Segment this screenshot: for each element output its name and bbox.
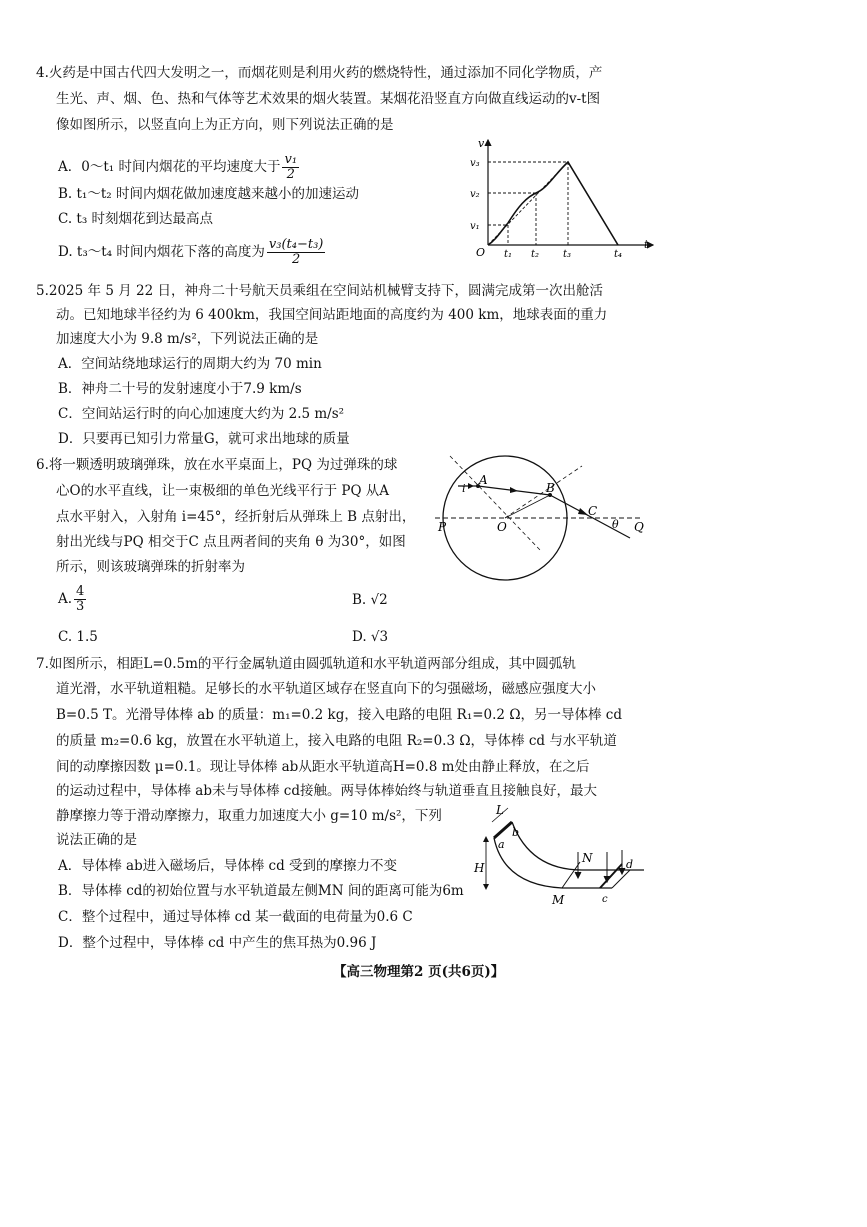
q4-option-d — [58, 238, 325, 267]
label-d: d — [626, 858, 634, 871]
fraction-denominator: 2 — [286, 167, 295, 182]
q6-option-c: C. 1.5 — [58, 629, 98, 645]
fraction-denominator: 3 — [76, 599, 85, 614]
q4-stem-line2: 生光、声、烟、色、热和气体等艺术效果的烟火装置。某烟花沿竖直方向做直线运动的v-t图 — [56, 91, 601, 107]
fraction-numerator: v₃(t₄−t₃) — [268, 237, 324, 252]
q5-option-a: A．空间站绕地球运行的周期大约为 70 min — [58, 356, 322, 372]
label-t2: t₂ — [531, 249, 540, 260]
q7-rail-diagram — [472, 800, 652, 912]
q5-stem-line2: 动。已知地球半径约为 6 400km，我国空间站距地面的高度约为 400 km，地球表面的重力 — [56, 307, 608, 323]
label-i: i — [462, 482, 466, 495]
q7-stem-line4: 的质量 m₂=0.6 kg，放置在水平轨道上，接入电路的电阻 R₂=0.3 Ω，导体棒 cd 与水平轨道 — [56, 733, 617, 749]
q6-option-a-fraction — [74, 585, 86, 614]
q4-stem-line3: 像如图所示，以竖直向上为正方向，则下列说法正确的是 — [56, 117, 394, 133]
fraction-numerator: v₁ — [284, 152, 298, 167]
label-l: L — [496, 803, 504, 817]
q4-option-a-fraction — [282, 153, 299, 182]
q7-stem-line5: 间的动摩擦因数 μ=0.1。现让导体棒 ab从距水平轨道高H=0.8 m处由静止释放，在之后 — [56, 759, 590, 775]
label-theta: θ — [612, 518, 619, 531]
q6-stem-line1: 6.将一颗透明玻璃弹珠，放在水平桌面上，PQ 为过弹珠的球 — [36, 457, 398, 473]
label-o: O — [497, 520, 507, 534]
fraction-numerator: 4 — [76, 584, 85, 599]
q6-option-b: B. √2 — [352, 592, 388, 608]
normal-b — [505, 466, 582, 518]
q7-option-a: A．导体棒 ab进入磁场后，导体棒 cd 受到的摩擦力不变 — [58, 858, 398, 874]
label-t3: t₃ — [563, 249, 572, 260]
page-footer: 【高三物理第2 页(共6页)】 — [333, 964, 505, 980]
q4-option-a-text: A．0～t₁ 时间内烟花的平均速度大于 — [58, 159, 281, 175]
q6-stem-line5: 所示，则该玻璃弹珠的折射率为 — [56, 559, 245, 575]
bar-cd — [600, 864, 622, 888]
q4-option-a — [58, 153, 299, 182]
q7-stem-line7: 静摩擦力等于滑动摩擦力，取重力加速度大小 g=10 m/s²，下列 — [56, 808, 442, 824]
radius-ob — [505, 495, 550, 518]
q4-stem-line1: 4.火药是中国古代四大发明之一，而烟花则是利用火药的燃烧特性，通过添加不同化学物质，产 — [36, 65, 603, 81]
arc-rail-back — [512, 822, 582, 870]
label-v1: v₁ — [470, 221, 480, 232]
q5-option-b: B．神舟二十号的发射速度小于7.9 km/s — [58, 381, 302, 397]
label-a: a — [498, 838, 505, 851]
q4-option-c: C. t₃ 时刻烟花到达最高点 — [58, 211, 214, 227]
label-h: H — [474, 861, 485, 875]
label-p: P — [438, 520, 447, 534]
q7-stem-line8: 说法正确的是 — [56, 832, 137, 848]
q5-option-d: D．只要再已知引力常量G，就可求出地球的质量 — [58, 431, 350, 447]
label-c: C — [588, 504, 598, 518]
q5-stem-line1: 5.2025 年 5 月 22 日，神舟二十号航天员乘组在空间站机械臂支持下，圆满完成第一次出舱活 — [36, 283, 603, 299]
label-t1: t₁ — [504, 249, 513, 260]
label-v3: v₃ — [470, 158, 480, 169]
label-c: c — [602, 894, 608, 905]
q7-option-d: D．整个过程中，导体棒 cd 中产生的焦耳热为0.96 J — [58, 935, 377, 951]
q6-option-a-label: A. — [58, 591, 73, 607]
label-b: B — [546, 481, 555, 495]
q7-stem-line6: 的运动过程中，导体棒 ab未与导体棒 cd接触。两导体棒始终与轨道垂直且接触良好，最大 — [56, 783, 597, 799]
q6-stem-line3: 点水平射入，入射角 i=45°，经折射后从弹珠上 B 点射出， — [56, 509, 416, 525]
q4-option-d-fraction — [267, 238, 325, 267]
q4-option-d-text: D. t₃～t₄ 时间内烟花下落的高度为 — [58, 244, 265, 260]
q5-option-c: C．空间站运行时的向心加速度大约为 2.5 m/s² — [58, 406, 345, 422]
q4-option-b: B. t₁～t₂ 时间内烟花做加速度越来越小的加速运动 — [58, 186, 359, 202]
fraction-denominator: 2 — [291, 252, 301, 267]
q6-stem-line4: 射出光线与PQ 相交于C 点且两者间的夹角 θ 为30°，如图 — [56, 534, 406, 550]
label-b: b — [512, 826, 520, 839]
label-a: A — [479, 473, 488, 487]
label-t: t — [644, 238, 649, 251]
q6-option-d: D. √3 — [352, 629, 389, 645]
q4-vt-graph — [468, 135, 658, 260]
bar-ab — [494, 822, 512, 838]
q6-sphere-diagram — [430, 448, 650, 588]
q7-option-c: C．整个过程中，通过导体棒 cd 某一截面的电荷量为0.6 C — [58, 909, 413, 925]
q7-option-b: B．导体棒 cd的初始位置与水平轨道最左侧MN 间的距离可能为6m — [58, 883, 464, 899]
label-v: v — [478, 137, 485, 150]
label-n: N — [582, 851, 593, 865]
q5-stem-line3: 加速度大小为 9.8 m/s²，下列说法正确的是 — [56, 331, 319, 347]
q7-stem-line1: 7.如图所示，相距L=0.5m的平行金属轨道由圆弧轨道和水平轨道两部分组成，其中圆弧轨 — [36, 656, 576, 672]
label-t4: t₄ — [614, 249, 623, 260]
label-m: M — [552, 893, 565, 907]
q6-option-a — [58, 585, 86, 614]
normal-a — [450, 456, 540, 550]
label-origin: O — [476, 246, 486, 259]
vt-curve — [488, 162, 618, 245]
label-v2: v₂ — [470, 189, 480, 200]
q6-stem-line2: 心O的水平直线，让一束极细的单色光线平行于 PQ 从A — [56, 483, 390, 499]
q7-stem-line3: B=0.5 T。光滑导体棒 ab 的质量：m₁=0.2 kg，接入电路的电阻 R₁=0.2 Ω，另一导体棒 cd — [56, 707, 623, 723]
label-q: Q — [634, 520, 644, 534]
q7-stem-line2: 道光滑，水平轨道粗糙。足够长的水平轨道区域存在竖直向下的匀强磁场，磁感应强度大小 — [56, 681, 596, 697]
